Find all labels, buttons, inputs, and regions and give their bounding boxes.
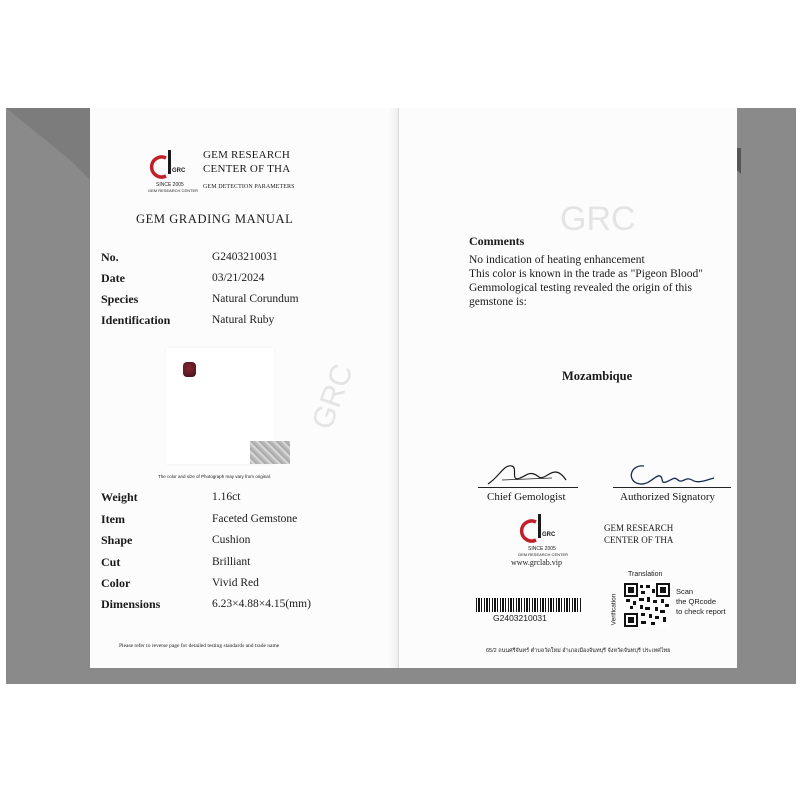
qr-top-label: Translation: [628, 571, 663, 578]
grc-logo-right-center: GEM RESEARCH CENTER: [518, 552, 569, 557]
qr-instruction-line3: to check report: [676, 607, 726, 616]
brand-line3: GEM DETECTION PARAMETERS: [203, 184, 295, 190]
field-label-weight: Weight: [101, 490, 138, 504]
watermark-left: GRC: [305, 359, 360, 434]
page-title: GEM GRADING MANUAL: [136, 212, 294, 226]
authorized-signatory-label: Authorized Signatory: [620, 491, 716, 503]
comments-heading: Comments: [469, 234, 525, 248]
comment-line-4: gemstone is:: [469, 296, 527, 308]
comment-line-3: Gemmological testing revealed the origin of this: [469, 282, 692, 294]
field-value-shape: Cushion: [212, 534, 251, 546]
brand-right-line1: GEM RESEARCH: [604, 523, 674, 533]
field-label-identification: Identification: [101, 313, 171, 327]
barcode: [476, 598, 582, 612]
field-label-date: Date: [101, 271, 125, 285]
chief-gemologist-label: Chief Gemologist: [487, 491, 566, 503]
field-value-weight: 1.16ct: [212, 491, 241, 503]
grc-logo-icon: [148, 148, 193, 182]
brand-line2: CENTER OF THA: [203, 163, 291, 175]
grc-logo-left: [148, 148, 199, 194]
field-label-shape: Shape: [101, 533, 133, 547]
field-label-color: Color: [101, 576, 131, 590]
photo-caption: The color and size of Photograph may vary from original.: [158, 474, 272, 479]
origin-value: Mozambique: [562, 369, 633, 383]
qr-side-label: Verification: [610, 593, 618, 626]
hologram-sticker: [250, 441, 290, 464]
gem-image: [183, 362, 196, 377]
field-value-dimensions: 6.23×4.88×4.15(mm): [212, 598, 311, 610]
qr-code[interactable]: [624, 583, 670, 627]
footer-note: Please refer to reverse page for detailed testing standards and trade name: [119, 643, 280, 649]
barcode-number: G2403210031: [493, 613, 547, 623]
right-page: [399, 108, 737, 668]
comment-line-1: No indication of heating enhancement: [469, 254, 645, 266]
grc-logo-center: GEM RESEARCH CENTER: [148, 188, 199, 193]
field-label-dimensions: Dimensions: [101, 597, 161, 611]
brand-right: [604, 522, 673, 546]
comments-block: [469, 253, 703, 309]
brand-name: [203, 148, 295, 194]
grc-logo-right-since: SINCE 2005: [528, 546, 556, 552]
field-label-no: No.: [101, 250, 119, 264]
field-label-cut: Cut: [101, 555, 121, 569]
qr-instructions: [676, 587, 726, 617]
brand-line1: GEM RESEARCH: [203, 149, 291, 161]
brand-right-line2: CENTER OF THA: [604, 535, 674, 545]
signature-line-right: [613, 487, 731, 488]
grc-logo-icon-right: [518, 512, 563, 546]
qr-instruction-line1: Scan: [676, 587, 694, 596]
field-label-species: Species: [101, 292, 139, 306]
qr-instruction-line2: the QRcode: [676, 597, 717, 606]
field-value-item: Faceted Gemstone: [212, 513, 298, 525]
field-value-date: 03/21/2024: [212, 272, 265, 284]
field-value-identification: Natural Ruby: [212, 314, 275, 326]
qr-code-icon: [624, 583, 670, 627]
grc-logo-since: SINCE 2005: [156, 182, 184, 188]
signature-line-left: [478, 487, 578, 488]
grc-logo-right-text: GRC: [542, 532, 556, 538]
grc-logo-text: GRC: [172, 168, 186, 174]
address: 65/2 ถนนศรีจันทร์ ตำบลวัดใหม่ อำเภอเมืองจันทบุรี จังหวัดจันทบุรี ประเทศไทย: [486, 648, 671, 654]
comment-line-2: This color is known in the trade as "Pigeon Blood": [469, 268, 703, 280]
field-value-no: G2403210031: [212, 251, 278, 263]
field-label-item: Item: [101, 512, 125, 526]
field-value-species: Natural Corundum: [212, 293, 299, 305]
field-value-color: Vivid Red: [212, 577, 259, 589]
website[interactable]: www.grclab.vip: [511, 558, 563, 567]
signature-chief-gemologist: [482, 458, 572, 490]
watermark-right: GRC: [560, 200, 636, 238]
field-value-cut: Brilliant: [212, 556, 251, 568]
signature-authorized: [620, 458, 720, 490]
